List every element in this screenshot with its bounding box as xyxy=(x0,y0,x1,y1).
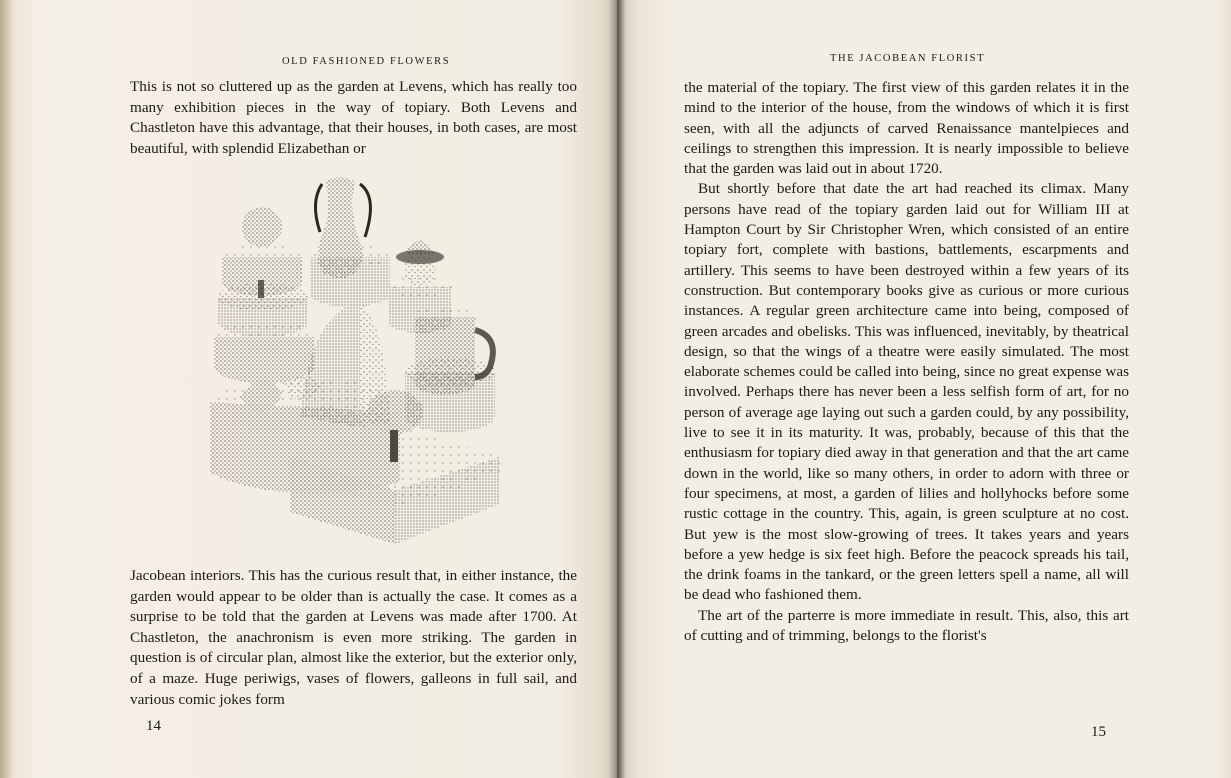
tiered-topiary xyxy=(214,207,314,383)
book-gutter xyxy=(608,0,626,778)
paragraph: The art of the parterre is more immediate in result. This, also, this art of cutting and of trimming, belongs to the florist's xyxy=(684,606,1129,645)
page-edge xyxy=(0,0,14,778)
urn-topiary xyxy=(310,177,390,307)
paragraph: But shortly before that date the art had reached its climax. Many persons have read of the topiary garden laid out for William III at Hampton Court by Sir Christopher Wren, which consisted of an entire topiary fort, complete with bastions, battlements, escarpments and artillery. This seems to have been destroyed within a few years of its construction. But contemporary books give as curious or more curious instances. A regular green architecture came into being, composed of green arcades and obelisks. This was influenced, inevitably, by theatrical design, so that the wings of a theatre were easily simulated. The most elaborate schemes could be called into being, since no great expense was involved. Perhaps there has never been a less selfish form of art, for no person of average age laying out such a garden could, by any possibility, live to see it in its maturity. It was, probably, because of this that the enthusiasm for topiary died away in that generation and that the art came down in the world, like so many others, in order to adorn with three or four specimens, at most, a garden of lilies and hollyhocks before some rustic cottage in the country. This, again, is green sculpture at no cost. But yew is the most slow-growing of trees. It takes years and years before a yew hedge is six feet high. Before the peacock spreads his tail, the drink foams in the tankard, or the green letters spell a name, all will be dead who fashioned them. xyxy=(684,180,1129,604)
left-paragraph-bottom xyxy=(130,566,577,710)
running-head-right: THE JACOBEAN FLORIST xyxy=(830,53,986,64)
paragraph: Jacobean interiors. This has the curious result that, in either instance, the garden would appear to be older than is actually the case. It comes as a surprise to be told that the garden at Levens was made after 1700. At Chastleton, the anachronism is even more striking. The garden in question is of circular plan, almost like the exterior, but the exterior only, of a maze. Huge periwigs, vases of flowers, galleons in full sail, and various comic jokes form xyxy=(130,567,577,708)
right-page xyxy=(617,0,1231,778)
page-number-right: 15 xyxy=(1091,724,1106,740)
left-paragraph-top xyxy=(130,77,577,159)
topiary-illustration xyxy=(200,172,510,544)
right-text-block xyxy=(684,78,1129,646)
paragraph: the material of the topiary. The first view of this garden relates it in the mind to the interior of the house, from the windows of which it is first seen, with all the adjuncts of carved Renaissance mantelpieces and ceilings to strengthen this impression. It is nearly impossible to believe that the garden was laid out in about 1720. xyxy=(684,79,1129,178)
running-head-left: OLD FASHIONED FLOWERS xyxy=(282,56,451,67)
paragraph: This is not so cluttered up as the garden at Levens, which has really too many exhibition pieces in the way of topiary. Both Levens and Chastleton have this advantage, that their houses, in both cases, are most beautiful, with splendid Elizabethan or xyxy=(130,78,577,157)
page-number-left: 14 xyxy=(146,718,161,734)
